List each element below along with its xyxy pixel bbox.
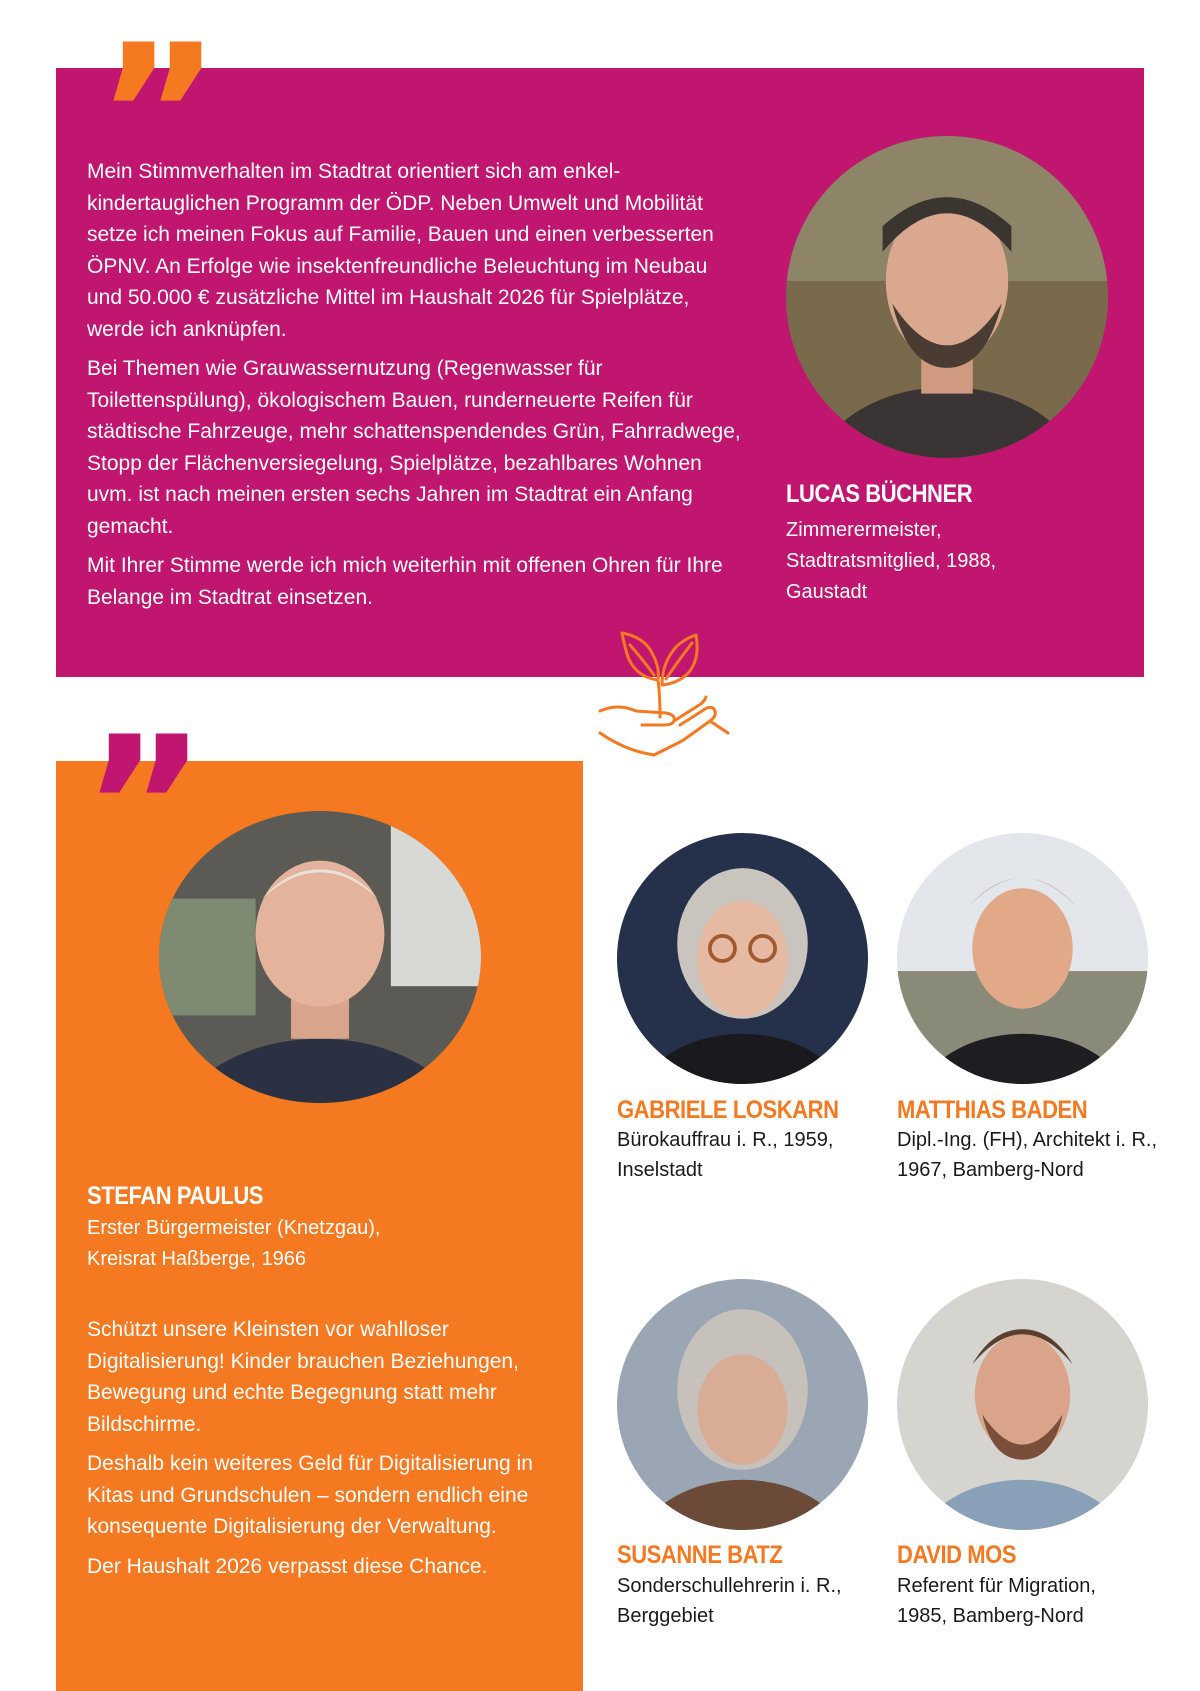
stefan-statement	[87, 1314, 557, 1590]
stefan-paragraph-1: Schützt unsere Kleinsten vor wahlloser Digitalisierung! Kinder brauchen Beziehungen, Bewegung und echte Begegnung statt mehr Bildschirme.	[87, 1318, 519, 1436]
david-name: DAVID MOS	[897, 1541, 1017, 1569]
david-photo	[897, 1279, 1148, 1530]
david-role-line-1: Referent für Migration,	[897, 1575, 1096, 1597]
lucas-role-line-1: Zimmerermeister,	[786, 519, 942, 541]
gabriele-name: GABRIELE LOSKARN	[617, 1096, 839, 1124]
stefan-role-line-1: Erster Bürgermeister (Knetzgau),	[87, 1217, 381, 1239]
susanne-name: SUSANNE BATZ	[617, 1541, 783, 1569]
stefan-photo	[159, 811, 481, 1103]
quote-icon	[96, 20, 203, 110]
gabriele-photo	[617, 833, 868, 1084]
stefan-paragraph-3: Der Haushalt 2026 verpasst diese Chance.	[87, 1554, 488, 1578]
susanne-role-line-2: Berggebiet	[617, 1605, 714, 1627]
matthias-role-line-1: Dipl.-Ing. (FH), Architekt i. R.,	[897, 1129, 1158, 1151]
lucas-photo	[786, 136, 1108, 458]
susanne-role-line-1: Sonderschullehrerin i. R.,	[617, 1575, 842, 1597]
matthias-role-line-2: 1967, Bamberg-Nord	[897, 1159, 1084, 1181]
sprout-in-hand-icon	[596, 625, 732, 768]
lucas-role-line-3: Gaustadt	[786, 581, 868, 603]
susanne-photo	[617, 1279, 868, 1530]
lucas-paragraph-3: Mit Ihrer Stimme werde ich mich weiterhin mit offenen Ohren für Ihre Belange im Stadtrat einsetzen.	[87, 554, 723, 609]
stefan-name: STEFAN PAULUS	[87, 1182, 263, 1210]
lucas-paragraph-2: Bei Themen wie Grauwassernutzung (Regenwasser für Toilettenspülung), ökologischem Bauen, runderneuerte Reifen für städtische Fahrzeuge, mehr schattenspendendes Grün, Fahrradwege, Stopp der Flächenversiegelung, Spielplätze, bezahlbares Wohnen uvm. ist nach meinen ersten sechs Jahren im Stadtrat ein Anfang gemacht.	[87, 357, 741, 538]
david-role-line-2: 1985, Bamberg-Nord	[897, 1605, 1084, 1627]
lucas-name: LUCAS BÜCHNER	[786, 480, 973, 508]
matthias-photo	[897, 833, 1148, 1084]
stefan-paragraph-2: Deshalb kein weiteres Geld für Digitalisierung in Kitas und Grundschulen – sondern endlich eine konsequente Digitalisierung der Verwaltung.	[87, 1452, 533, 1538]
lucas-paragraph-1: Mein Stimmverhalten im Stadtrat orientiert sich am enkel-kindertauglichen Programm der ÖDP. Neben Umwelt und Mobilität setze ich meinen Fokus auf Familie, Bauen und einen verbesserten ÖPNV. An Erfolge wie insektenfreundliche Beleuchtung im Neubau und 50.000 € zusätzliche Mittel im Haushalt 2026 für Spielplätze, werde ich anknüpfen.	[87, 160, 714, 341]
lucas-statement	[87, 156, 747, 621]
stefan-role-line-2: Kreisrat Haßberge, 1966	[87, 1248, 307, 1270]
matthias-name: MATTHIAS BADEN	[897, 1096, 1088, 1124]
gabriele-role-line-1: Bürokauffrau i. R., 1959,	[617, 1129, 834, 1151]
quote-icon	[82, 712, 189, 802]
lucas-role-line-2: Stadtratsmitglied, 1988,	[786, 550, 997, 572]
gabriele-role-line-2: Inselstadt	[617, 1159, 703, 1181]
